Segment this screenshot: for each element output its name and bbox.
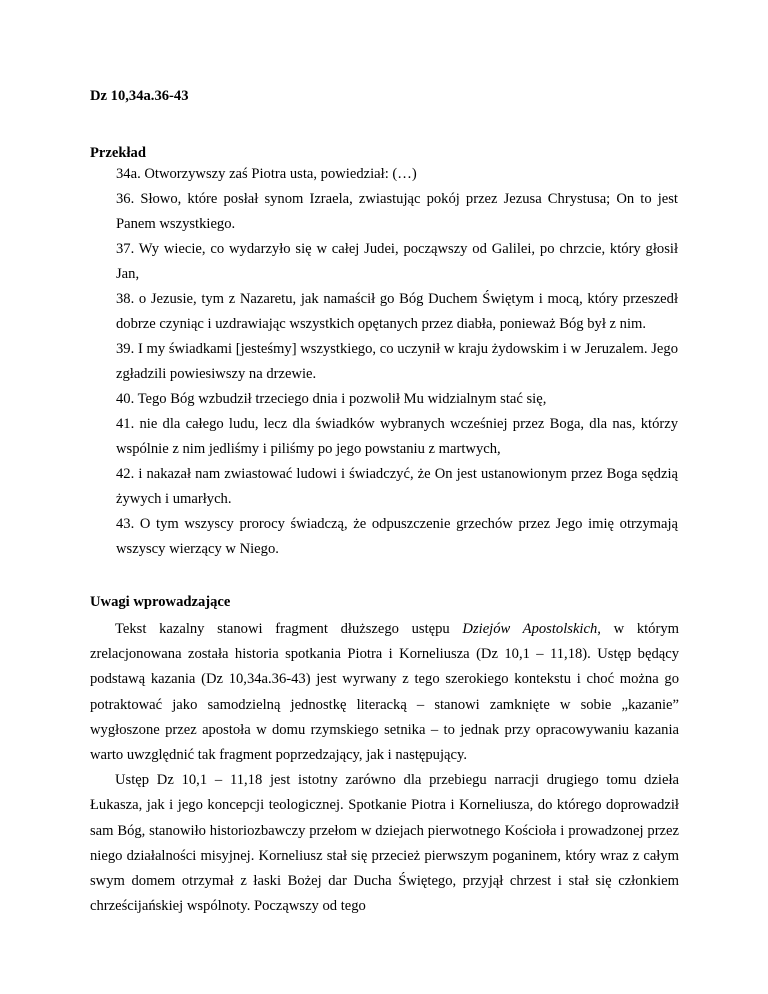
verse-37: 37. Wy wiecie, co wydarzyło się w całej Judei, począwszy od Galilei, po chrzcie, który głosił Jan,	[116, 241, 678, 282]
intro-p1-text-start: Tekst kazalny stanowi fragment dłuższego ustępu	[115, 621, 463, 637]
verse-43: 43. O tym wszyscy prorocy świadczą, że odpuszczenie grzechów przez Jego imię otrzymają wszyscy wierzący w Niego.	[116, 516, 678, 557]
translation-section	[90, 145, 678, 562]
book-title-italic: Dziejów Apostolskich	[462, 621, 598, 637]
intro-heading: Uwagi wprowadzające	[90, 594, 231, 610]
verse-40: 40. Tego Bóg wzbudził trzeciego dnia i pozwolił Mu widzialnym stać się,	[116, 391, 547, 407]
verse-list	[90, 162, 678, 562]
verse-38: 38. o Jezusie, tym z Nazaretu, jak namaścił go Bóg Duchem Świętym i mocą, który przeszedł dobrze czyniąc i uzdrawiając wszystkich opętanych przez diabła, ponieważ Bóg był z nim.	[116, 291, 678, 332]
intro-section	[90, 594, 679, 919]
translation-heading: Przekład	[90, 145, 146, 161]
intro-paragraph-2: Ustęp Dz 10,1 – 11,18 jest istotny zarówno dla przebiegu narracji drugiego tomu dzieła Łukasza, jak i jego koncepcji teologicznej. Spotkanie Piotra i Korneliusza, do którego doprowadził sam Bóg, stanowiło historiozbawczy przełom w dziejach pierwotnego Kościoła i prowadzonej przez niego działalności misyjnej. Korneliusz stał się przecież pierwszym poganinem, który wraz z całym swym domem otrzymał z łaski Bożej dar Ducha Świętego, przyjął chrzest i stał się członkiem chrześcijańskiej wspólnoty. Począwszy od tego	[90, 772, 679, 915]
intro-p1-text-end: , w którym zrelacjonowana została historia spotkania Piotra i Korneliusza (Dz 10,1 – 11,18). Ustęp będący podstawą kazania (Dz 10,34a.36-43) jest wyrwany z tego szerokiego kontekstu i choć można go potraktować jako samodzielną jednostkę literacką – stanowi zamknięte w sobie „kazanie” wygłoszone przez apostoła w domu rzymskiego setnika – to jednak przy opracowywaniu kazania warto uwzględnić tak fragment poprzedzający, jak i następujący.	[90, 621, 679, 764]
intro-paragraph-1	[90, 617, 679, 768]
verse-41: 41. nie dla całego ludu, lecz dla świadków wybranych wcześniej przez Boga, dla nas, którzy wspólnie z nim jedliśmy i piliśmy po jego powstaniu z martwych,	[116, 416, 678, 457]
verse-39: 39. I my świadkami [jesteśmy] wszystkiego, co uczynił w kraju żydowskim i w Jeruzalem. Jego zgładzili powiesiwszy na drzewie.	[116, 341, 678, 382]
verse-34a: 34a. Otworzywszy zaś Piotra usta, powiedział: (…)	[116, 166, 417, 182]
verse-42: 42. i nakazał nam zwiastować ludowi i świadczyć, że On jest ustanowionym przez Boga sędzią żywych i umarłych.	[116, 466, 678, 507]
verse-36: 36. Słowo, które posłał synom Izraela, zwiastując pokój przez Jezusa Chrystusa; On to jest Panem wszystkiego.	[116, 191, 678, 232]
scripture-reference: Dz 10,34a.36-43	[90, 88, 189, 104]
